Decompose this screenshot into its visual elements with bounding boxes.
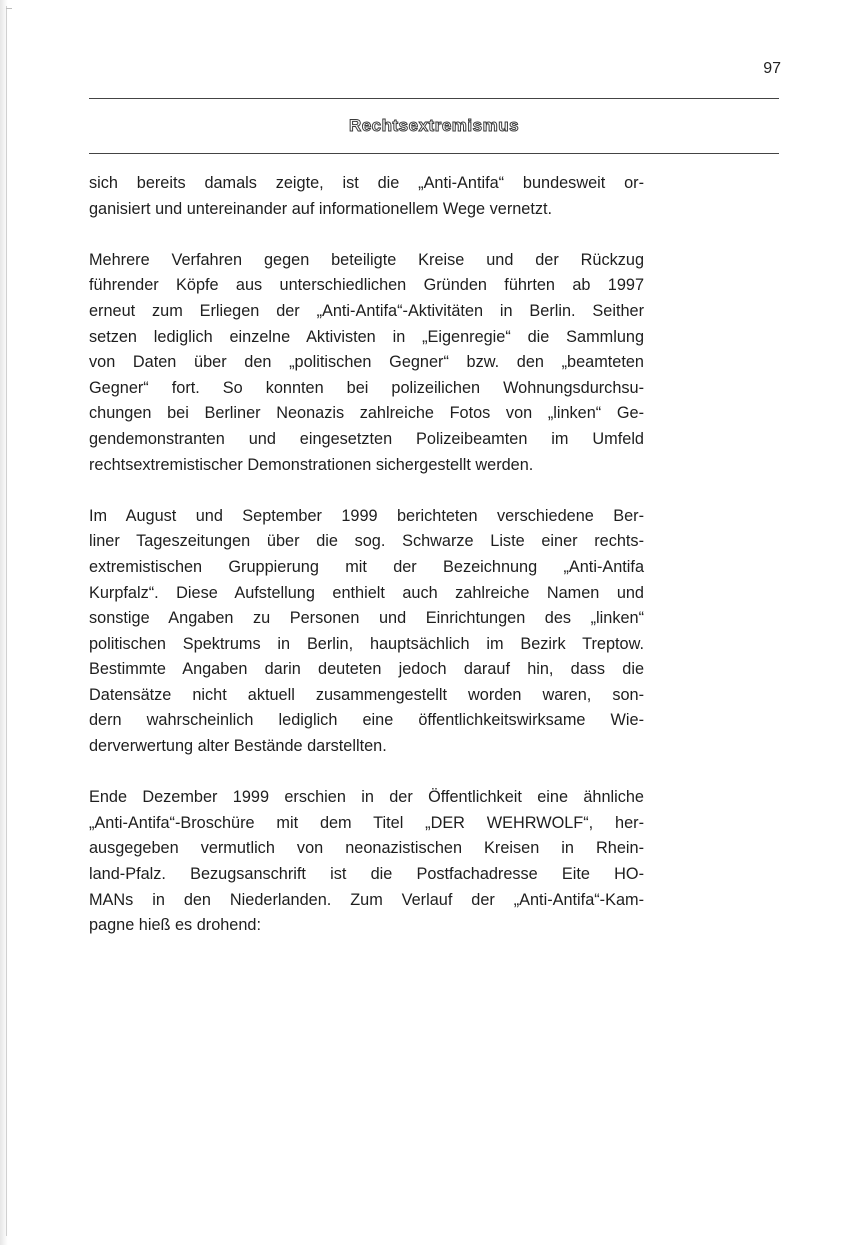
body-text: [89, 171, 644, 964]
text-line: Im August und September 1999 berichteten verschiedene Ber-: [89, 506, 644, 525]
paragraph-3: [89, 504, 644, 760]
running-head-title: Rechtsextremismus: [348, 116, 520, 135]
paragraph-4: [89, 785, 644, 939]
text-line: ganisiert und untereinander auf informationellem Wege vernetzt.: [89, 199, 553, 218]
text-line: land-Pfalz. Bezugsanschrift ist die Postfachadresse Eite HO-: [89, 865, 644, 884]
text-line: Datensätze nicht aktuell zusammengestellt worden waren, son-: [89, 685, 644, 704]
scan-corner-mark: [6, 8, 12, 9]
text-line: politischen Spektrums in Berlin, hauptsächlich im Bezirk Treptow.: [89, 634, 644, 653]
text-line: chungen bei Berliner Neonazis zahlreiche Fotos von „linken“ Ge-: [89, 404, 644, 423]
text-line: pagne hieß es drohend:: [89, 916, 261, 935]
text-line: sich bereits damals zeigte, ist die „Anti-Antifa“ bundesweit or-: [89, 174, 644, 192]
text-line: Bestimmte Angaben darin deuteten jedoch darauf hin, dass die: [89, 660, 644, 679]
text-line: erneut zum Erliegen der „Anti-Antifa“-Aktivitäten in Berlin. Seither: [89, 301, 644, 320]
text-line: liner Tageszeitungen über die sog. Schwarze Liste einer rechts-: [89, 532, 644, 551]
text-line: dern wahrscheinlich lediglich eine öffentlichkeitswirksame Wie-: [89, 711, 644, 730]
text-line: Kurpfalz“. Diese Aufstellung enthielt auch zahlreiche Namen und: [89, 583, 644, 602]
text-line: von Daten über den „politischen Gegner“ bzw. den „beamteten: [89, 353, 644, 372]
paragraph-1: [89, 171, 644, 222]
text-line: MANs in den Niederlanden. Zum Verlauf der „Anti-Antifa“-Kam-: [89, 890, 644, 909]
header-rule-top: [89, 98, 779, 99]
text-line: gendemonstranten und eingesetzten Polizeibeamten im Umfeld: [89, 429, 644, 448]
page-number: 97: [763, 60, 781, 77]
text-line: Ende Dezember 1999 erschien in der Öffentlichkeit eine ähnliche: [89, 788, 644, 807]
text-line: „Anti-Antifa“-Broschüre mit dem Titel „DER WEHRWOLF“, her-: [89, 813, 644, 832]
text-line: führender Köpfe aus unterschiedlichen Gründen führten ab 1997: [89, 276, 644, 295]
scan-edge-line: [6, 6, 7, 1236]
text-line: extremistischen Gruppierung mit der Bezeichnung „Anti-Antifa: [89, 557, 644, 576]
text-line: derverwertung alter Bestände darstellten.: [89, 737, 387, 756]
text-line: setzen lediglich einzelne Aktivisten in „Eigenregie“ die Sammlung: [89, 327, 644, 346]
header-rule-bottom: [89, 153, 779, 154]
text-line: Gegner“ fort. So konnten bei polizeilichen Wohnungsdurchsu-: [89, 378, 644, 397]
text-line: ausgegeben vermutlich von neonazistischen Kreisen in Rhein-: [89, 839, 644, 858]
paragraph-2: [89, 248, 644, 478]
text-line: sonstige Angaben zu Personen und Einrichtungen des „linken“: [89, 609, 644, 628]
text-line: Mehrere Verfahren gegen beteiligte Kreise und der Rückzug: [89, 250, 644, 269]
text-line: rechtsextremistischer Demonstrationen sichergestellt werden.: [89, 455, 534, 474]
